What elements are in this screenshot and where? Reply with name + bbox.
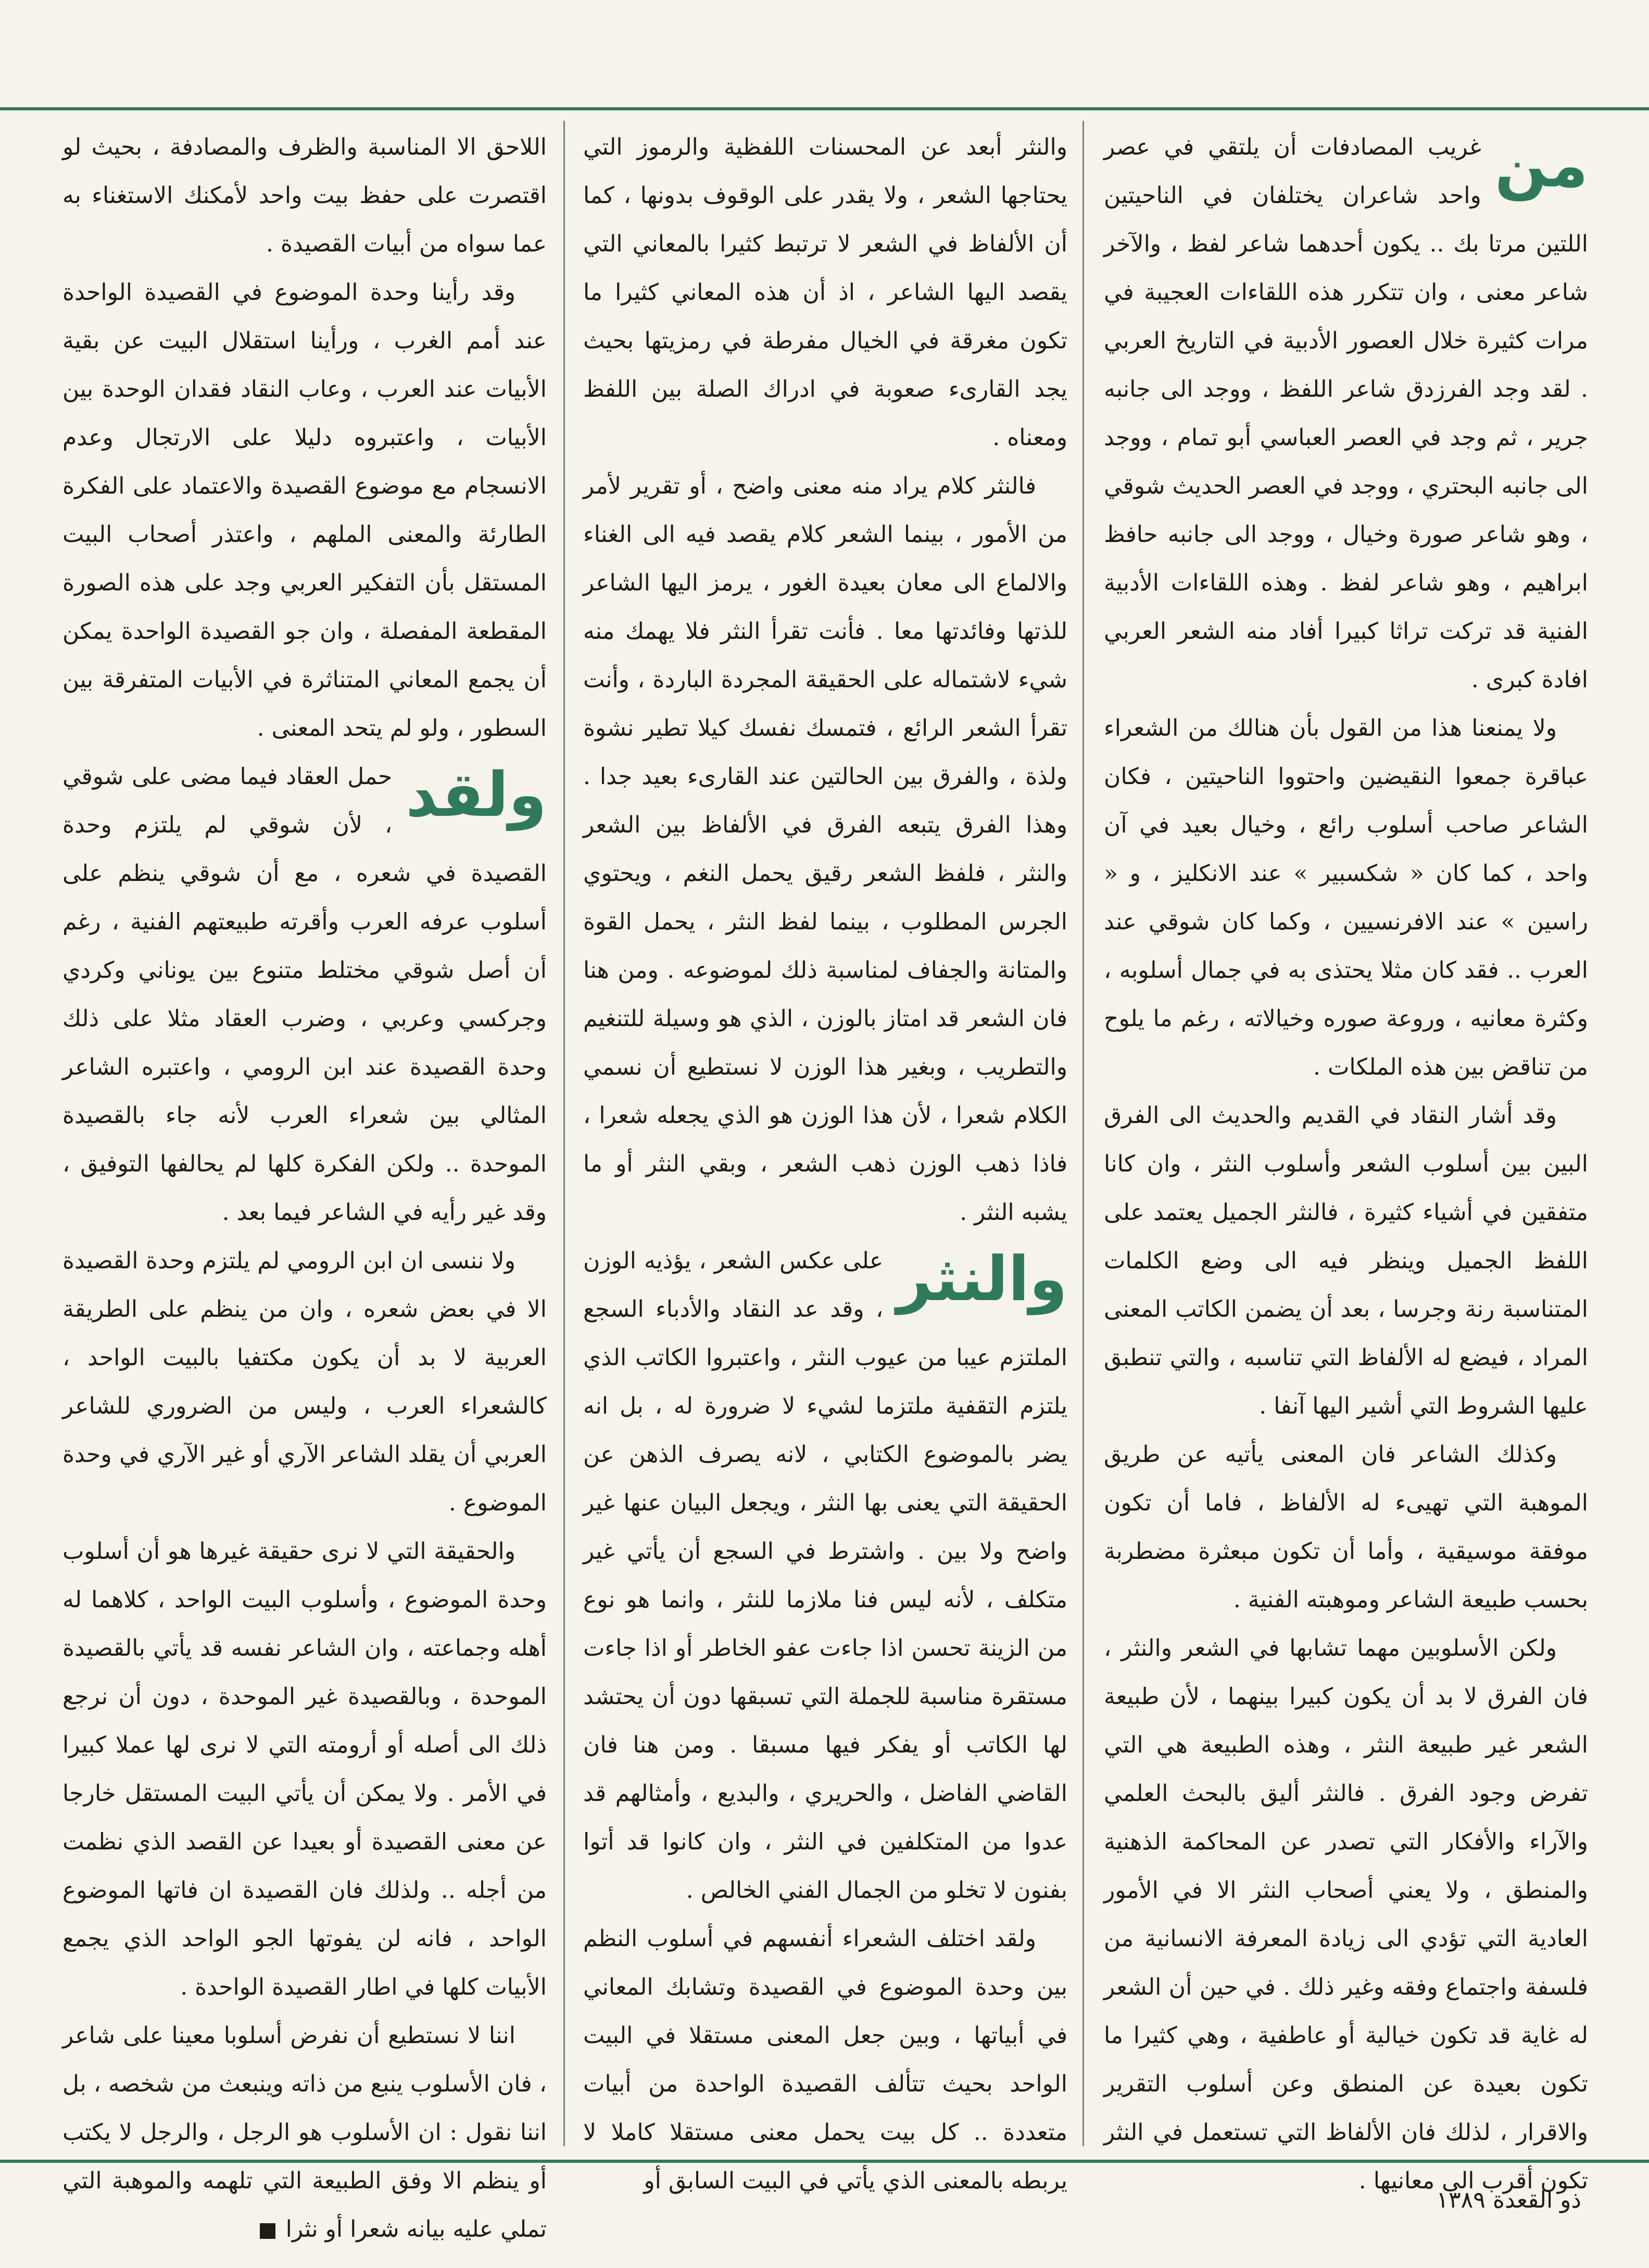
top-rule xyxy=(0,107,1649,110)
paragraph: غريب المصادفات أن يلتقي في عصر واحد شاعران يختلفان في الناحيتين اللتين مرتا بك .. يكون أحدهما شاعر لفظ ، والآخر شاعر معنى ، وان تتكرر هذه اللقاءات العجيبة في مرات كثيرة خلال العصور الأدبية في التاريخ العربي . لقد وجد الفرزدق شاعر اللفظ ، ووجد الى جانبه جرير ، ثم وجد في العصر العباسي أبو تمام ، ووجد الى جانبه البحتري ، ووجد في العصر الحديث شوقي ، وهو شاعر صورة وخيال ، ووجد الى جانبه حافظ ابراهيم ، وهو شاعر لفظ . وهذه اللقاءات الأدبية الفنية قد تركت تراثا كبيرا أفاد منه الشعر العربي افادة كبرى . xyxy=(1104,134,1588,693)
paragraph xyxy=(62,2011,547,2253)
paragraph: حمل العقاد فيما مضى على شوقي ، لأن شوقي لم يلتزم وحدة القصيدة في شعره ، مع أن شوقي ينظم على أسلوب عرفه العرب وأقرته طبيعتهم الفنية ، رغم أن أصل شوقي مختلط متنوع بين يوناني وكردي وجركسي وعربي ، وضرب العقاد مثلا على ذلك وحدة القصيدة عند ابن الرومي ، واعتبره الشاعر المثالي بين شعراء العرب لأنه جاء بالقصيدة الموحدة .. ولكن الفكرة كلها لم يحالفها التوفيق ، وقد غير رأيه في الشاعر فيما بعد . xyxy=(62,763,547,1226)
paragraph-text: اننا لا نستطيع أن نفرض أسلوبا معينا على شاعر ، فان الأسلوب ينبع من ذاته وينبعث من شخصه ، بل اننا نقول : ان الأسلوب هو الرجل ، والرجل لا يكتب أو ينظم الا وفق الطبيعة التي تلهمه والموهبة التي تملي عليه بيانه شعرا أو نثرا xyxy=(62,2022,547,2242)
end-of-article-square-icon xyxy=(260,2223,275,2239)
paragraph: اللاحق الا المناسبة والظرف والمصادفة ، بحيث لو اقتصرت على حفظ بيت واحد لأمكنك الاستغناء به عما سواه من أبيات القصيدة . xyxy=(62,134,547,257)
column-2 xyxy=(583,123,1068,2194)
paragraph: على عكس الشعر ، يؤذيه الوزن ، وقد عد النقاد والأدباء السجع الملتزم عيبا من عيوب النثر ، واعتبروا الكاتب الذي يلتزم التقفية ملتزما لشيء لا ضرورة له ، بل انه يضر بالموضوع الكتابي ، لانه يصرف الذهن عن الحقيقة التي يعنى بها النثر ، ويجعل البيان عنها غير واضح ولا بين . واشترط في السجع أن يأتي غير متكلف ، لأنه ليس فنا ملازما للنثر ، وانما هو نوع من الزينة تحسن اذا جاءت عفو الخاطر أو اذا جاءت مستقرة مناسبة للجملة التي تسبقها دون أن يحتشد لها الكاتب أو يفكر فيها مسبقا . ومن هنا فان القاضي الفاضل ، والحريري ، والبديع ، وأمثالهم قد عدوا من المتكلفين في النثر ، وان كانوا قد أتوا بفنون لا تخلو من الجمال الفني الخالص . xyxy=(583,1248,1068,1904)
paragraph: فالنثر كلام يراد منه معنى واضح ، أو تقرير لأمر من الأمور ، بينما الشعر كلام يقصد فيه الى الغناء والالماع الى معان بعيدة الغور ، يرمز اليها الشاعر للذتها وفائدتها معا . فأنت تقرأ النثر فلا يهمك منه شيء لاشتماله على الحقيقة المجردة الباردة ، وأنت تقرأ الشعر الرائع ، فتمسك نفسك كيلا تطير نشوة ولذة ، والفرق بين الحالتين عند القارىء بعيد جدا . وهذا الفرق يتبعه الفرق في الألفاظ بين الشعر والنثر ، فلفظ الشعر رقيق يحمل النغم ، ويحتوي الجرس المطلوب ، بينما لفظ النثر ، يحمل القوة والمتانة والجفاف لمناسبة ذلك لموضوعه . ومن هنا فان الشعر قد امتاز بالوزن ، الذي هو وسيلة للتنغيم والتطريب ، وبغير هذا الوزن لا نستطيع أن نسمي الكلام شعرا ، لأن هذا الوزن هو الذي يجعله شعرا ، فاذا ذهب الوزن ذهب الشعر ، وبقي النثر أو ما يشبه النثر . xyxy=(583,473,1068,1226)
paragraph: ولا ننسى ان ابن الرومي لم يلتزم وحدة القصيدة الا في بعض شعره ، وان من ينظم على الطريقة العربية لا بد أن يكون مكتفيا بالبيت الواحد ، كالشعراء العرب ، وليس من الضروري للشاعر العربي أن يقلد الشاعر الآري أو غير الآري في وحدة الموضوع . xyxy=(62,1248,547,1516)
paragraph: وقد رأينا وحدة الموضوع في القصيدة الواحدة عند أمم الغرب ، ورأينا استقلال البيت عن بقية الأبيات عند العرب ، وعاب النقاد فقدان الوحدة بين الأبيات ، واعتبروه دليلا على الارتجال وعدم الانسجام مع موضوع القصيدة والاعتماد على الفكرة الطارئة والمعنى الملهم ، واعتذر أصحاب البيت المستقل بأن التفكير العربي وجد على هذه الصورة المقطعة المفصلة ، وان جو القصيدة الواحدة يمكن أن يجمع المعاني المتناثرة في الأبيات المتفرقة بين السطور ، ولو لم يتحد المعنى . xyxy=(62,279,547,741)
drop-cap: من xyxy=(1494,129,1588,201)
paragraph: وقد أشار النقاد في القديم والحديث الى الفرق البين بين أسلوب الشعر وأسلوب النثر ، وان كانا متفقين في أشياء كثيرة ، فالنثر الجميل يعتمد على اللفظ الجميل وينظر فيه الى وضع الكلمات المتناسبة رنة وجرسا ، بعد أن يضمن الكاتب المعنى المراد ، فيضع له الألفاظ التي تناسبه ، والتي تنطبق عليها الشروط التي أشير اليها آنفا . xyxy=(1104,1102,1588,1419)
paragraph: ولا يمنعنا هذا من القول بأن هنالك من الشعراء عباقرة جمعوا النقيضين واحتووا الناحيتين ، فكان الشاعر صاحب أسلوب رائع ، وخيال بعيد في آن واحد ، كما كان « شكسبير » عند الانكليز ، و « راسين » عند الافرنسيين ، وكما كان شوقي عند العرب .. فقد كان مثلا يحتذى به في جمال أسلوبه ، وكثرة معانيه ، وروعة صوره وخيالاته ، رغم ما يلوح من تناقض بين هذه الملكات . xyxy=(1104,715,1588,1080)
bottom-rule xyxy=(0,2160,1649,2163)
drop-cap: والنثر xyxy=(897,1243,1067,1315)
column-3 xyxy=(62,123,547,2242)
paragraph: والحقيقة التي لا نرى حقيقة غيرها هو أن أسلوب وحدة الموضوع ، وأسلوب البيت الواحد ، كلاهما له أهله وجماعته ، وان الشاعر نفسه قد يأتي بالقصيدة الموحدة ، وبالقصيدة غير الموحدة ، دون أن نرجع ذلك الى أصله أو أرومته التي لا نرى لها عملا كبيرا في الأمر . ولا يمكن أن يأتي البيت المستقل خارجا عن معنى القصيدة أو بعيدا عن القصد الذي نظمت من أجله .. ولذلك فان القصيدة ان فاتها الموضوع الواحد ، فانه لن يفوتها الجو الواحد الذي يجمع الأبيات كلها في اطار القصيدة الواحدة . xyxy=(62,1538,547,2000)
column-1 xyxy=(1104,123,1588,2194)
paragraph: ولكن الأسلوبين مهما تشابها في الشعر والنثر ، فان الفرق لا بد أن يكون كبيرا بينهما ، لأن طبيعة الشعر غير طبيعة النثر ، وهذه الطبيعة هي التي تفرض وجود الفرق . فالنثر أليق بالبحث العلمي والآراء والأفكار التي تصدر عن المحاكمة الذهنية والمنطق ، ولا يعني أصحاب النثر الا في الأمور العادية التي تؤدي الى زيادة المعرفة الانسانية من فلسفة واجتماع وفقه وغير ذلك . في حين أن الشعر له غاية قد تكون خيالية أو عاطفية ، وهي كثيرا ما تكون بعيدة عن المنطق وعن أسلوب التقرير والاقرار ، لذلك فان الألفاظ التي تستعمل في النثر تكون أقرب الى معانيها . xyxy=(1104,1635,1588,2194)
drop-cap: ولقد xyxy=(406,759,547,830)
paragraph: وكذلك الشاعر فان المعنى يأتيه عن طريق الموهبة التي تهيىء له الألفاظ ، فاما أن تكون موفقة موسيقية ، وأما أن تكون مبعثرة مضطربة بحسب طبيعة الشاعر وموهبته الفنية . xyxy=(1104,1441,1588,1613)
page-footer-date: ذو القعدة ١٣٨٩ xyxy=(1436,2187,1581,2213)
paragraph: ولقد اختلف الشعراء أنفسهم في أسلوب النظم بين وحدة الموضوع في القصيدة وتشابك المعاني في أبياتها ، وبين جعل المعنى مستقلا في البيت الواحد بحيث تتألف القصيدة الواحدة من أبيات متعددة .. كل بيت يحمل معنى مستقلا كاملا لا يربطه بالمعنى الذي يأتي في البيت السابق أو xyxy=(583,1925,1067,2194)
paragraph: والنثر أبعد عن المحسنات اللفظية والرموز التي يحتاجها الشعر ، ولا يقدر على الوقوف بدونها ، كما أن الألفاظ في الشعر لا ترتبط كثيرا بالمعاني التي يقصد اليها الشاعر ، اذ أن هذه المعاني كثيرا ما تكون مغرقة في الخيال مفرطة في رمزيتها بحيث يجد القارىء صعوبة في ادراك الصلة بين اللفظ ومعناه . xyxy=(583,134,1067,451)
